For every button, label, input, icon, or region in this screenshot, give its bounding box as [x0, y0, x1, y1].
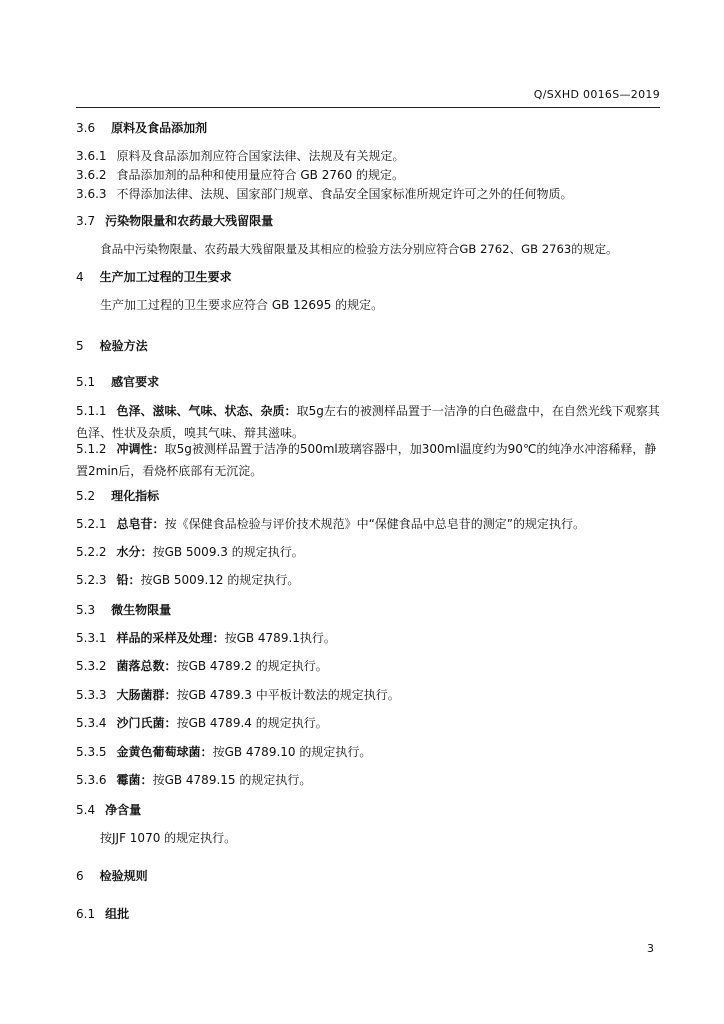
- clause-term: 水分：: [116, 545, 153, 559]
- clause-text: 按GB 5009.3 的规定执行。: [152, 545, 304, 559]
- section-heading: [76, 373, 666, 391]
- paragraph-text: 生产加工过程的卫生要求应符合 GB 12695 的规定。: [100, 298, 384, 312]
- clause-term: 霉菌：: [116, 773, 153, 787]
- chapter-number: 5: [76, 339, 84, 353]
- clause-text: 按GB 5009.12 的规定执行。: [140, 573, 300, 587]
- clause: [76, 686, 666, 704]
- clause-number: 5.2: [76, 489, 96, 503]
- clause-number: 5.2.3: [76, 573, 107, 587]
- clause: [76, 571, 666, 589]
- clause-title: 感官要求: [111, 375, 160, 389]
- paragraph: [100, 240, 666, 258]
- chapter-title: 检验方法: [99, 339, 148, 353]
- clause-text: 按GB 4789.3 中平板计数法的规定执行。: [176, 688, 400, 702]
- clause-text: 取5g左右的被测样品置于一洁净的白色磁盘中，在自然光线下观察其色泽、性状及杂质，嗅其气味、辩其滋味。: [76, 404, 660, 440]
- clause: [76, 147, 666, 165]
- clause-term: 色泽、滋味、气味、状态、杂质：: [116, 404, 297, 418]
- clause: [76, 771, 666, 789]
- clause-text: 按GB 4789.4 的规定执行。: [176, 716, 328, 730]
- clause-text: 按GB 4789.10 的规定执行。: [212, 745, 372, 759]
- chapter-title: 检验规则: [99, 869, 148, 883]
- clause-title: 理化指标: [111, 489, 160, 503]
- clause-title: 净含量: [105, 803, 142, 817]
- chapter-heading: [76, 337, 666, 355]
- clause-text: 食品添加剂的品种和使用量应符合 GB 2760 的规定。: [116, 168, 405, 182]
- clause-text: 原料及食品添加剂应符合国家法律、法规及有关规定。: [116, 149, 405, 163]
- clause-term: 金黄色葡萄球菌：: [116, 745, 213, 759]
- clause: [76, 515, 666, 533]
- header-rule: [76, 107, 660, 108]
- clause: [76, 543, 666, 561]
- page-number: 3: [647, 942, 654, 955]
- clause-text: 按GB 4789.1执行。: [224, 631, 336, 645]
- clause-text: 按《保健食品检验与评价技术规范》中“保健食品中总皂苷的测定”的规定执行。: [164, 517, 585, 531]
- chapter-title: 生产加工过程的卫生要求: [99, 270, 232, 284]
- clause-number: 6.1: [76, 907, 96, 921]
- chapter-number: 6: [76, 869, 84, 883]
- clause-number: 5.3.4: [76, 716, 107, 730]
- clause-text: 按GB 4789.2 的规定执行。: [176, 659, 328, 673]
- clause-number: 3.6.1: [76, 149, 107, 163]
- clause-number: 5.1.2: [76, 442, 107, 456]
- clause-number: 5.3.6: [76, 773, 107, 787]
- clause-number: 5.1: [76, 375, 96, 389]
- clause-number: 5.3.5: [76, 745, 107, 759]
- clause: [76, 743, 666, 761]
- document-code: Q/SXHD 0016S—2019: [533, 88, 660, 101]
- clause-title: 组批: [105, 907, 130, 921]
- clause-title: 原料及食品添加剂: [111, 121, 208, 135]
- clause-number: 5.2.1: [76, 517, 107, 531]
- clause: [76, 166, 666, 184]
- clause-term: 样品的采样及处理：: [116, 631, 225, 645]
- clause-term: 总皂苷：: [116, 517, 165, 531]
- clause-title: 污染物限量和农药最大残留限量: [105, 214, 274, 228]
- paragraph-text: 按JJF 1070 的规定执行。: [100, 831, 237, 845]
- clause-number: 5.4: [76, 803, 96, 817]
- clause: [76, 185, 666, 203]
- clause-number: 3.6.3: [76, 187, 107, 201]
- clause-term: 铅：: [116, 573, 141, 587]
- section-heading: [76, 487, 666, 505]
- section-heading: [76, 601, 666, 619]
- clause-title: 微生物限量: [111, 603, 172, 617]
- clause-number: 5.3.1: [76, 631, 107, 645]
- chapter-heading: [76, 268, 666, 286]
- clause-text: 不得添加法律、法规、国家部门规章、食品安全国家标准所规定许可之外的任何物质。: [116, 187, 573, 201]
- clause-number: 3.6.2: [76, 168, 107, 182]
- clause: [76, 438, 666, 482]
- section-heading: [76, 801, 666, 819]
- paragraph: [100, 829, 666, 847]
- clause: [76, 657, 666, 675]
- paragraph: [100, 296, 666, 314]
- clause-number: 3.6: [76, 121, 96, 135]
- clause-number: 5.1.1: [76, 404, 107, 418]
- chapter-number: 4: [76, 270, 84, 284]
- clause-text: 按GB 4789.15 的规定执行。: [152, 773, 312, 787]
- clause-number: 5.3: [76, 603, 96, 617]
- section-heading: [76, 905, 666, 923]
- clause-term: 沙门氏菌：: [116, 716, 177, 730]
- clause-text: 取5g被测样品置于洁净的500ml玻璃容器中，加300ml温度约为90℃的纯净水冲溶稀释，静置2min后，看烧杯底部有无沉淀。: [76, 442, 657, 478]
- chapter-heading: [76, 867, 666, 885]
- clause-term: 大肠菌群：: [116, 688, 177, 702]
- clause-term: 冲调性：: [116, 442, 165, 456]
- clause-number: 3.7: [76, 214, 96, 228]
- clause: [76, 714, 666, 732]
- clause-number: 5.2.2: [76, 545, 107, 559]
- section-heading: [76, 119, 666, 137]
- clause-number: 5.3.2: [76, 659, 107, 673]
- clause: [76, 629, 666, 647]
- section-heading: [76, 212, 666, 230]
- paragraph-text: 食品中污染物限量、农药最大残留限量及其相应的检验方法分别应符合GB 2762、GB 2763的规定。: [100, 242, 618, 256]
- clause-term: 菌落总数：: [116, 659, 177, 673]
- clause-number: 5.3.3: [76, 688, 107, 702]
